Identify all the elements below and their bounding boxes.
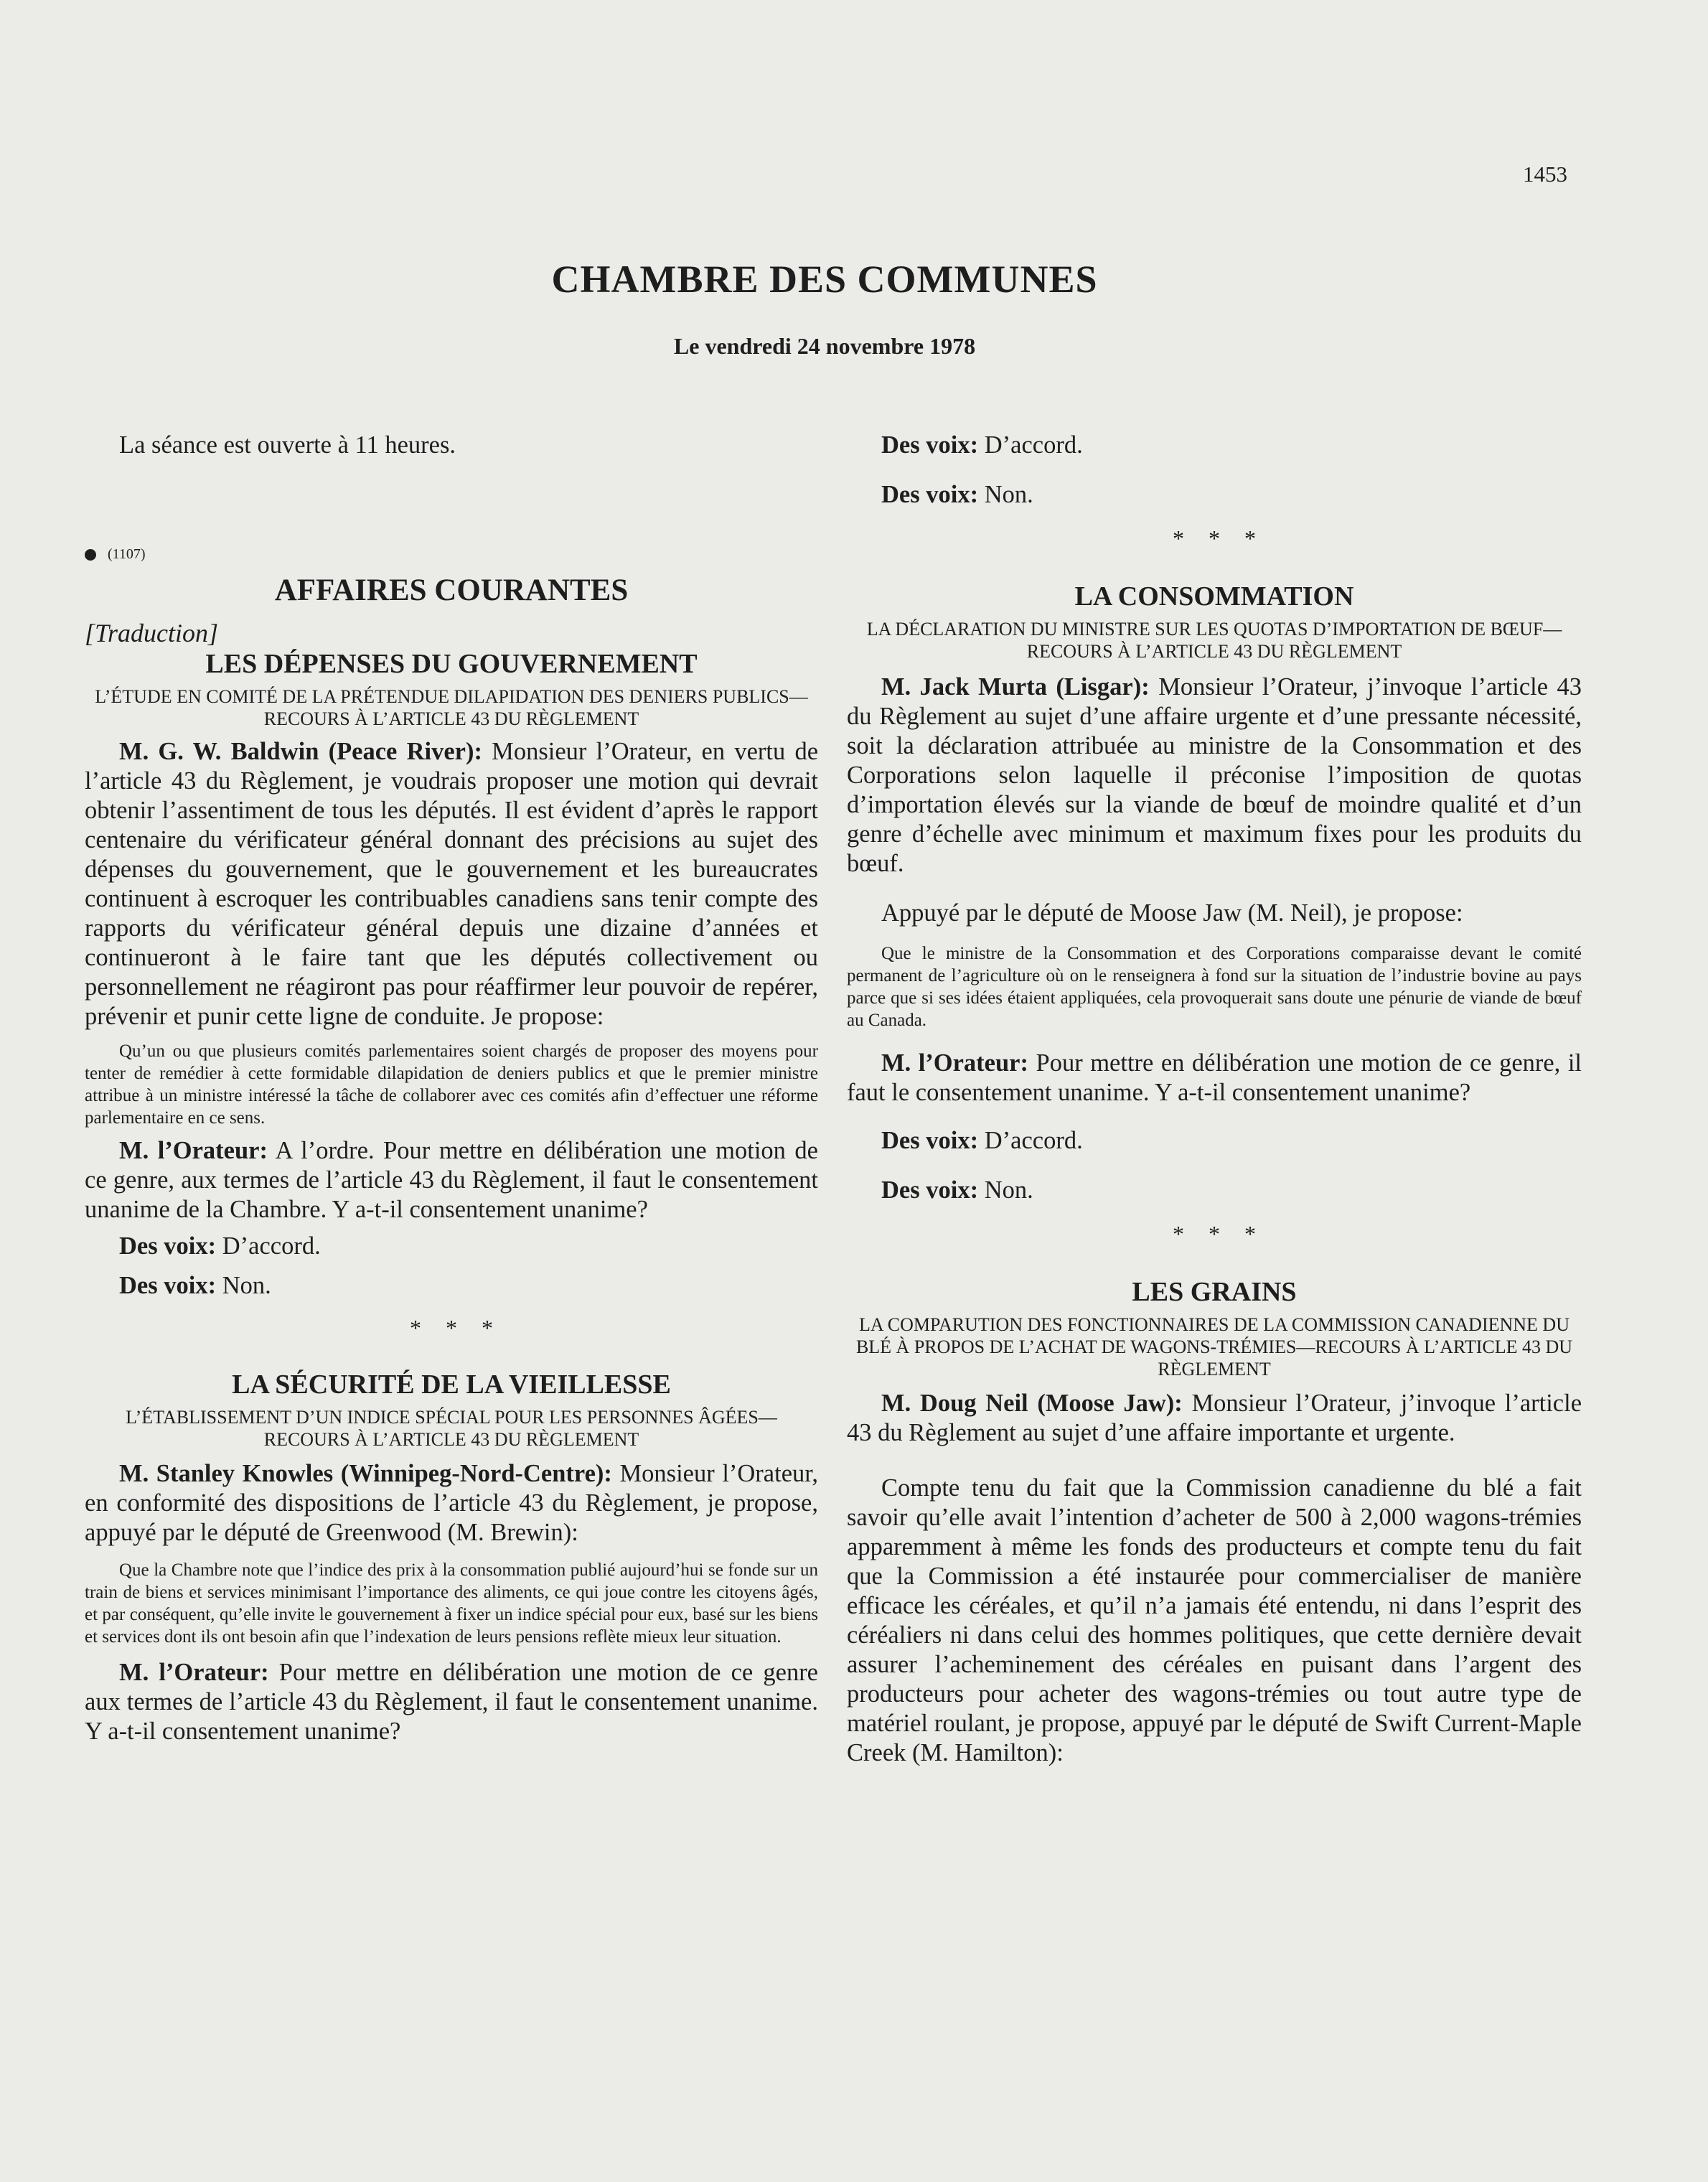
timestamp: (1107) [108,546,146,562]
speech-paragraph [847,673,1582,879]
speech-paragraph [847,1049,1582,1108]
speaker-name: M. Jack Murta (Lisgar): [881,673,1150,701]
voices-text: Non. [978,481,1033,508]
page-number: 1453 [1523,161,1567,187]
section-separator: * * * [410,1315,493,1341]
topic-subtitle: LA COMPARUTION DES FONCTIONNAIRES DE LA COMMISSION CANADIENNE DU BLÉ À PROPOS DE L’ACHAT DE WAGONS-TRÉMIES—RECOURS À L’ARTICLE 43 DU RÈGLEMENT [855,1314,1573,1380]
speech-text: Monsieur l’Orateur, j’invoque l’article 43 du Règlement au sujet d’une affaire importante et urgente. [847,1390,1582,1446]
speaker-name: M. Stanley Knowles (Winnipeg-Nord-Centre): [119,1460,612,1487]
timestamp-marker [85,546,818,563]
speaker-name: M. l’Orateur: [119,1659,269,1686]
speech-text: Pour mettre en délibération une motion de ce genre aux termes de l’article 43 du Règlement, il faut le consentement unanime. Y a-t-il consentement unanime? [85,1659,818,1745]
topic-subtitle: L’ÉTABLISSEMENT D’UN INDICE SPÉCIAL POUR LES PERSONNES ÂGÉES—RECOURS À L’ARTICLE 43 DU RÈGLEMENT [126,1407,777,1450]
speaker-name: M. l’Orateur: [881,1049,1028,1077]
voices-line [85,1271,818,1301]
section-heading: AFFAIRES COURANTES [274,573,629,607]
sitting-date: Le vendredi 24 novembre 1978 [673,333,976,359]
speech-text: Monsieur l’Orateur, en vertu de l’article 43 du Règlement, je voudrais proposer une motion qui devrait obtenir l’assentiment de tous les députés. Il est évident d’après le rapport centenaire du vérificateur général donnant des précisions au sujet des dépenses du gouvernement, que le gouvernement et les bureaucrates continuent à escroquer les contribuables canadiens sans tenir compte des rapports du vérificateur général depuis une dizaine d’années et continueront à le faire tant que les députés collectivement ou personnellement ne réagiront pas pour réaffirmer leur pouvoir de repérer, prévenir et punir cette ligne de conduite. Je propose: [85,738,819,1030]
motion-text: Que la Chambre note que l’indice des prix à la consommation publié aujourd’hui se fonde sur un train de biens et services minimisant l’importance des aliments, ce qui joue contre les citoyens âgés, et par conséquent, qu’elle invite le gouvernement à fixer un indice spécial pour eux, basé sur les biens et services dont ils ont besoin afin que l’indexation de leurs pensions reflète mieux leur situation. [85,1560,818,1647]
opening-line: La séance est ouverte à 11 heures. [119,431,456,459]
motion-text: Que le ministre de la Consommation et des Corporations comparaisse devant le comité permanent de l’agriculture où on le renseignera à fond sur la situation de l’industrie bovine au pays parce que si ses idées étaient appliquées, cela provoquerait sans doute une pénurie de viande de bœuf au Canada. [847,944,1582,1030]
voices-line [85,1232,818,1261]
speech-paragraph [85,737,818,1031]
topic-title: LES GRAINS [1132,1277,1297,1307]
speaker-name: Des voix: [881,481,979,508]
speech-paragraph [85,1459,818,1547]
speech-text: Monsieur l’Orateur, en conformité des dispositions de l’article 43 du Règlement, je propose, appuyé par le député de Greenwood (M. Brewin): [85,1460,818,1546]
right-column [847,431,1582,1768]
left-column [85,431,818,1746]
voices-line [847,1126,1582,1156]
seconded-line: Appuyé par le député de Moose Jaw (M. Neil), je propose: [881,899,1463,927]
section-separator: * * * [1173,525,1256,551]
topic-subtitle: L’ÉTUDE EN COMITÉ DE LA PRÉTENDUE DILAPIDATION DES DENIERS PUBLICS—RECOURS À L’ARTICLE 43 DU RÈGLEMENT [95,686,808,729]
speaker-name: Des voix: [881,431,979,459]
page-title: CHAMBRE DES COMMUNES [551,258,1098,301]
topic-subtitle: LA DÉCLARATION DU MINISTRE SUR LES QUOTAS D’IMPORTATION DE BŒUF—RECOURS À L’ARTICLE 43 DU RÈGLEMENT [866,619,1562,662]
body-paragraph: Compte tenu du fait que la Commission canadienne du blé a fait savoir qu’elle avait l’intention d’acheter de 500 à 2,000 wagons-trémies apparemment à même les fonds des producteurs et compte tenu du fait que la Commission a été instaurée pour commercialiser de manière efficace les céréales, et qu’il n’a jamais été entendu, ni dans l’esprit des céréaliers ni dans celui des hommes politiques, que cette dernière devait assurer l’acheminement des céréales en puisant dans l’argent des producteurs pour acheter des wagons-trémies ou tout autre type de matériel roulant, je propose, appuyé par le député de Swift Current-Maple Creek (M. Hamilton): [847,1474,1582,1766]
speech-text: A l’ordre. Pour mettre en délibération une motion de ce genre, aux termes de l’article 43 du Règlement, il faut le consentement unanime de la Chambre. Y a-t-il consentement unanime? [85,1137,818,1223]
bullet-icon [85,549,96,561]
speech-paragraph [85,1658,818,1746]
speech-paragraph [85,1136,818,1225]
translation-note: [Traduction] [85,619,219,647]
topic-title: LA SÉCURITÉ DE LA VIEILLESSE [232,1369,671,1400]
voices-line [847,480,1582,510]
voices-line [847,1176,1582,1205]
speaker-name: Des voix: [881,1176,979,1204]
speech-paragraph [847,1389,1582,1448]
voices-text: D’accord. [978,1127,1083,1154]
speech-text: Pour mettre en délibération une motion de ce genre, il faut le consentement unanime. Y a-t-il consentement unanime? [847,1049,1582,1106]
speaker-name: Des voix: [119,1272,217,1299]
speaker-name: M. Doug Neil (Moose Jaw): [881,1390,1183,1417]
speaker-name: M. G. W. Baldwin (Peace River): [119,738,482,765]
voices-text: D’accord. [978,431,1083,459]
speaker-name: Des voix: [119,1232,217,1260]
speech-text: Monsieur l’Orateur, j’invoque l’article 43 du Règlement au sujet d’une affaire urgente et d’une pressante nécessité, soit la déclaration attribuée au ministre de la Consommation et des Corporations selon laquelle il préconise l’imposition de quotas d’importation élevés sur la viande de bœuf de moindre qualité et d’un genre d’échelle avec minimum et maximum fixes pour les produits du bœuf. [847,673,1582,877]
speaker-name: M. l’Orateur: [119,1137,268,1164]
voices-line [847,431,1582,460]
voices-text: D’accord. [216,1232,321,1260]
motion-text: Qu’un ou que plusieurs comités parlementaires soient chargés de proposer des moyens pour tenter de remédier à cette formidable dilapidation de deniers publics et que le premier ministre attribue à un ministre intéressé la tâche de collaborer avec ces comités afin d’effectuer une réforme parlementaire en ce sens. [85,1041,818,1128]
voices-text: Non. [216,1272,271,1299]
topic-title: LES DÉPENSES DU GOUVERNEMENT [205,649,698,679]
voices-text: Non. [978,1176,1033,1204]
section-separator: * * * [1173,1221,1256,1247]
topic-title: LA CONSOMMATION [1074,581,1354,612]
speaker-name: Des voix: [881,1127,979,1154]
